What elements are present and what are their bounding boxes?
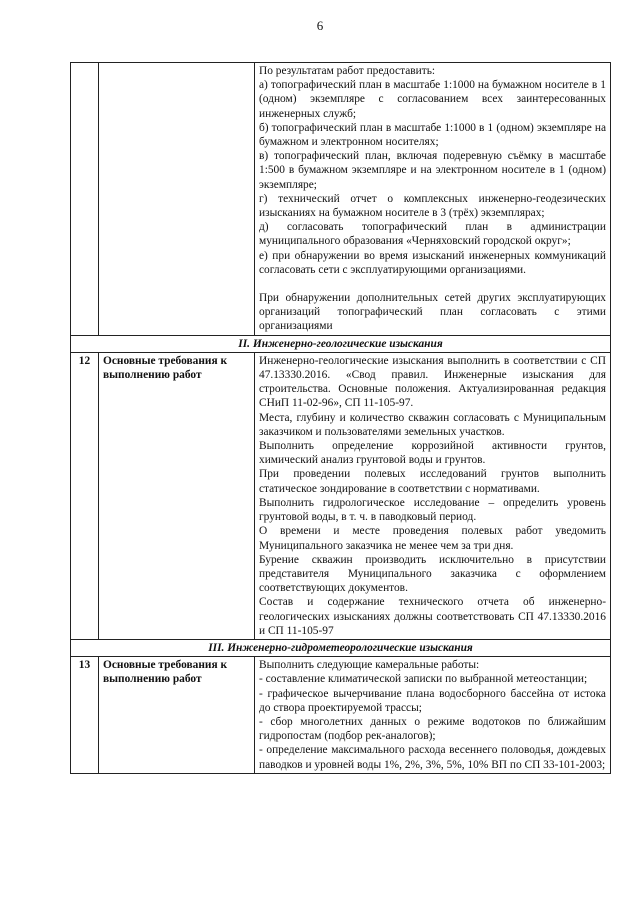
paragraph: По результатам работ предоставить: — [259, 65, 436, 77]
paragraph: При обнаружении дополнительных сетей других эксплуатирующих организаций топографический план согласовать с этими организациями — [259, 292, 606, 333]
section-title: III. Инженерно-гидрометеорологические изыскания — [71, 639, 611, 656]
paragraph: а) топографический план в масштабе 1:1000 на бумажном носителе в 1 (одном) экземпляре с согласованием всех заинтересованных инженерных служб; — [259, 79, 606, 120]
paragraph: Выполнить гидрологическое исследование – определить уровень грунтовой воды, в т. ч. в паводковый период. — [259, 496, 606, 524]
paragraph: д) согласовать топографический план в администрации муниципального образования «Черняховский городской округ»; — [259, 221, 606, 248]
paragraph: Места, глубину и количество скважин согласовать с Муниципальным заказчиком и пользователями земельных участков. — [259, 411, 606, 438]
spacer — [259, 277, 606, 291]
paragraph: Состав и содержание технического отчета об инженерно-геологических изысканиях должны соответствовать СП 47.13330.2016 и СП 11-105-97 — [259, 596, 606, 637]
paragraph: - графическое вычерчивание плана водосборного бассейна от истока до створа проектируемой трассы; — [259, 687, 606, 714]
paragraph: в) топографический план, включая подеревную съёмку в масштабе 1:500 в бумажном экземпляре и на электронном носителе в 1 (одном) экземпляре; — [259, 150, 606, 191]
page-number: 6 — [316, 18, 324, 33]
paragraph: Выполнить определение коррозийной активности грунтов, химический анализ грунтовой воды и грунтов. — [259, 440, 606, 467]
paragraph: Инженерно-геологические изыскания выполнить в соответствии с СП 47.13330.2016. «Свод правил. Инженерные изыскания для строительства. Основные положения. Актуализированная редакция СНиП 11-02-96», СП 11-105-97. — [259, 354, 606, 410]
section-header-row — [71, 335, 611, 352]
paragraph: Бурение скважин производить исключительно в присутствии представителя Муниципального заказчика с оформлением соответствующих документов. — [259, 553, 606, 595]
table-row-12 — [71, 352, 611, 639]
content-cell — [255, 352, 611, 639]
content-cell — [255, 657, 611, 774]
paragraph: - определение максимального расхода весеннего половодья, дождевых паводков и уровней воды 1%, 2%, 3%, 5%, 10% ВП по СП 33-101-2003; — [259, 744, 606, 771]
row-label: Основные требования к выполнению работ — [99, 657, 255, 774]
row-number: 12 — [71, 352, 99, 639]
paragraph: г) технический отчет о комплексных инженерно-геодезических изысканиях на бумажном носителе в 3 (трёх) экземплярах; — [259, 192, 606, 220]
row-number: 13 — [71, 657, 99, 774]
paragraph: б) топографический план в масштабе 1:1000 в 1 (одном) экземпляре на бумажном и электронном носителях; — [259, 121, 606, 149]
paragraph: е) при обнаружении во время изысканий инженерных коммуникаций согласовать сети с эксплуатирующими организациями. — [259, 249, 606, 276]
table-row-continued — [71, 63, 611, 336]
content-cell — [255, 63, 611, 336]
paragraph: - составление климатической записки по выбранной метеостанции; — [259, 673, 588, 686]
requirements-table — [70, 62, 611, 774]
row-label: Основные требования к выполнению работ — [99, 352, 255, 639]
paragraph: - сбор многолетних данных о режиме водотоков по ближайшим гидропостам (подбор рек-аналогов); — [259, 715, 606, 743]
paragraph: Выполнить следующие камеральные работы: — [259, 659, 480, 672]
section-header-row — [71, 639, 611, 656]
paragraph: При проведении полевых исследований грунтов выполнить статическое зондирование в соответствии с нормативами. — [259, 468, 606, 495]
table-row-13 — [71, 657, 611, 774]
number-cell — [71, 63, 99, 336]
paragraph: О времени и месте проведения полевых работ уведомить Муниципального заказчика не менее чем за три дня. — [259, 525, 606, 552]
label-cell — [99, 63, 255, 336]
section-title: II. Инженерно-геологические изыскания — [71, 335, 611, 352]
